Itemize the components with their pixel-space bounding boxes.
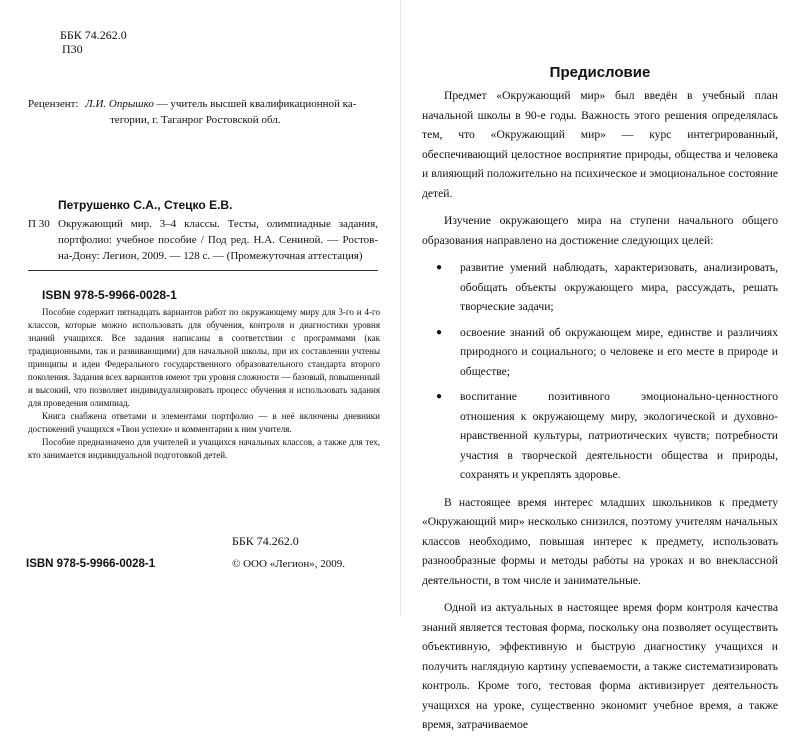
- goal-item: [422, 323, 778, 382]
- preface-page: [400, 0, 800, 731]
- goal-item: [422, 258, 778, 317]
- page-title: Предисловие: [549, 64, 651, 81]
- preface-paragraph-1: Предмет «Окружающий мир» был введён в учебный план начальной школы в 90-е годы. Важность этого решения определялась тем, что «Окружающий мир» — курс интегрированный, обеспечивающий целостное восприятие природы, общества и человека и влияющий положительно на психическое и эмоциональное состояние детей.: [422, 89, 778, 200]
- isbn-bottom: ISBN 978-5-9966-0028-1: [26, 558, 156, 570]
- preface-paragraph-3: В настоящее время интерес младших школьников к предмету «Окружающий мир» несколько снизился, поэтому учителям начальных классов необходимо, повышая интерес к предмету, использовать разнообразные формы и методы работы на уроках и во внеклассной деятельности, в том числе и занимательные.: [422, 495, 778, 587]
- isbn-main: ISBN 978-5-9966-0028-1: [42, 288, 177, 302]
- biblio-code: П 30: [28, 218, 50, 230]
- preface-paragraph-4: Одной из актуальных в настоящее время форм контроля качества знаний является тестовая форма, поскольку она позволяет осуществить объективную, эффективную и быструю диагностику учащихся и получить наглядную картину успеваемости, а также систематизировать контроль. Кроме того, тестовая форма активизирует деятельность учащихся на уроке, существенно экономит учебное время, а также время, затрачиваемое: [422, 601, 778, 731]
- annotation: [28, 306, 380, 462]
- annotation-paragraph-3: Пособие предназначено для учителей и учащихся начальных классов, а также для тех, кто занимается индивидуальной подготовкой детей.: [28, 437, 380, 460]
- reviewer-block: [28, 96, 376, 128]
- preface-paragraph-2: Изучение окружающего мира на ступени начального общего образования направлено на достижение следующих целей:: [422, 214, 778, 247]
- shelf-code: П30: [62, 42, 83, 56]
- goal-item: [422, 387, 778, 485]
- reviewer-label: Рецензент:: [28, 98, 79, 110]
- annotation-paragraph-1: Пособие содержит пятнадцать вариантов работ по окружающему миру для 3-го и 4-го классов, которые можно использовать для обучения, контроля и диагностики уровня знаний учащихся. Все задания написаны в соответствии с программами (как традиционными, так и развивающими) для начальной школы, при их составлении учтены принципы и идеи Федерального государственного образовательного стандарта второго поколения. Задания всех вариантов имеют три уровня сложности — базовый, повышенный и высокий, что позволяет индивидуализировать процесс обучения и использовать задания для проведения олимпиад.: [28, 307, 380, 408]
- bbk-code-bottom: ББК 74.262.0: [232, 534, 299, 548]
- imprint-page: [0, 0, 400, 616]
- preface-body: [422, 86, 778, 743]
- bullet-icon: ●: [436, 326, 443, 338]
- goals-list: [422, 258, 778, 485]
- biblio-text: Окружающий мир. 3–4 классы. Тесты, олимпиадные задания, портфолио: учебное пособие / Под ред. Н.А. Сениной. — Ростов-на-Дону: Легион, 2009. — 128 с. — (Промежуточная аттестация): [58, 218, 378, 262]
- reviewer-title-line1: — учитель высшей квалификационной ка-: [156, 98, 357, 110]
- reviewer-title-line2: тегории, г. Таганрог Ростовской обл.: [110, 114, 281, 126]
- bullet-icon: ●: [436, 391, 443, 402]
- authors: Петрушенко С.А., Стецко Е.В.: [58, 198, 233, 212]
- goal-text: освоение знаний об окружающем мире, единстве и различиях природного и социального; о человеке и его месте в природе и обществе;: [460, 325, 778, 378]
- goal-text: воспитание позитивного эмоционально-ценностного отношения к окружающему миру, экологической и духовно-нравственной культуры, патриотических чувств; потребности участия в творческой деятельности общества и природы, сохранять и укреплять здоровье.: [460, 390, 778, 481]
- bibliographic-record: [28, 216, 378, 264]
- bullet-icon: ●: [436, 262, 443, 273]
- divider-rule: [28, 270, 378, 271]
- bbk-block: [60, 28, 127, 56]
- goal-text: развитие умений наблюдать, характеризовать, анализировать, обобщать объекты окружающего мира, рассуждать, решать творческие задачи;: [460, 261, 778, 313]
- reviewer-name: Л.И. Опрышко: [85, 98, 154, 110]
- bbk-code: ББК 74.262.0: [60, 28, 127, 42]
- annotation-paragraph-2: Книга снабжена ответами и элементами портфолио — в неё включены дневники достижений учащихся «Твои успехи» и комментарии к ним учителя.: [28, 411, 380, 434]
- copyright: © ООО «Легион», 2009.: [232, 558, 345, 570]
